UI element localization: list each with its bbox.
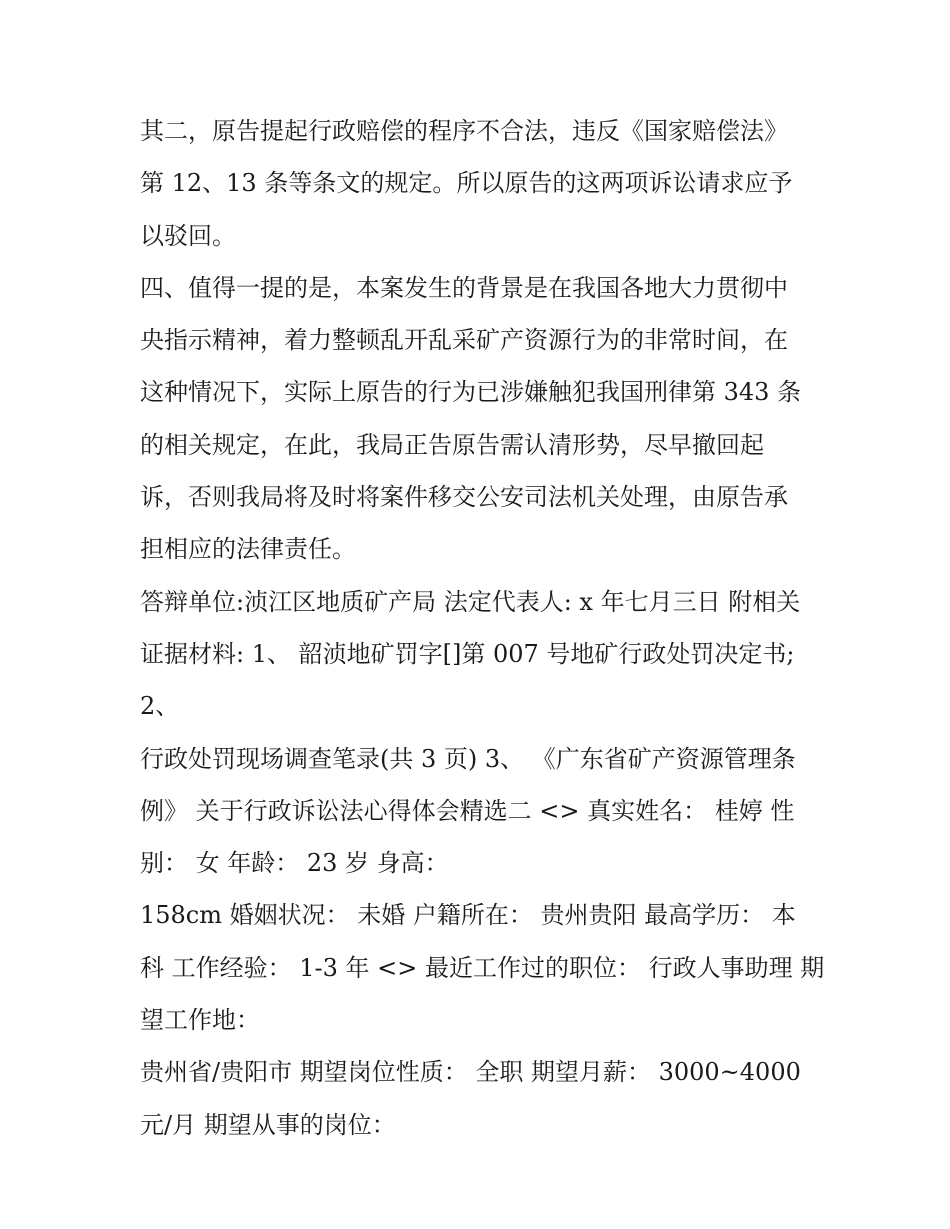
text-line: 2、: [140, 692, 180, 721]
text-line: 例》 关于行政诉讼法心得体会精选二 <> 真实姓名： 桂婷 性: [140, 796, 795, 825]
text-line: 央指示精神，着力整顿乱开乱采矿产资源行为的非常时间，在: [140, 326, 788, 355]
text-line: 这种情况下，实际上原告的行为已涉嫌触犯我国刑律第 343 条: [140, 378, 802, 407]
text-line: 科 工作经验： 1-3 年 <> 最近工作过的职位： 行政人事助理 期: [140, 953, 825, 982]
text-line: 其二，原告提起行政赔偿的程序不合法，违反《国家赔偿法》: [140, 117, 788, 145]
text-line: 的相关规定，在此，我局正告原告需认清形势，尽早撤回起: [140, 430, 764, 459]
text-line: 158cm 婚姻状况： 未婚 户籍所在： 贵州贵阳 最高学历： 本: [140, 901, 796, 930]
document-body: [140, 105, 825, 1151]
text-line: 贵州省/贵阳市 期望岗位性质： 全职 期望月薪： 3000~4000: [140, 1058, 801, 1087]
text-line: 元/月 期望从事的岗位：: [140, 1110, 396, 1139]
text-line: 答辩单位:浈江区地质矿产局 法定代表人: x 年七月三日 附相关: [140, 587, 801, 616]
text-line: 四、值得一提的是，本案发生的背景是在我国各地大力贯彻中: [140, 273, 788, 302]
text-line: 别： 女 年龄： 23 岁 身高：: [140, 849, 449, 878]
text-line: 行政处罚现场调查笔录(共 3 页) 3、 《广东省矿产资源管理条: [140, 744, 796, 773]
text-line: 担相应的法律责任。: [140, 535, 356, 564]
text-line: 望工作地：: [140, 1006, 260, 1035]
text-line: 诉，否则我局将及时将案件移交公安司法机关处理，由原告承: [140, 483, 788, 512]
text-line: 以驳回。: [140, 221, 236, 250]
text-line: 证据材料: 1、 韶浈地矿罚字[]第 007 号地矿行政处罚决定书;: [140, 639, 795, 668]
text-line: 第 12、13 条等条文的规定。所以原告的这两项诉讼请求应予: [140, 169, 793, 198]
